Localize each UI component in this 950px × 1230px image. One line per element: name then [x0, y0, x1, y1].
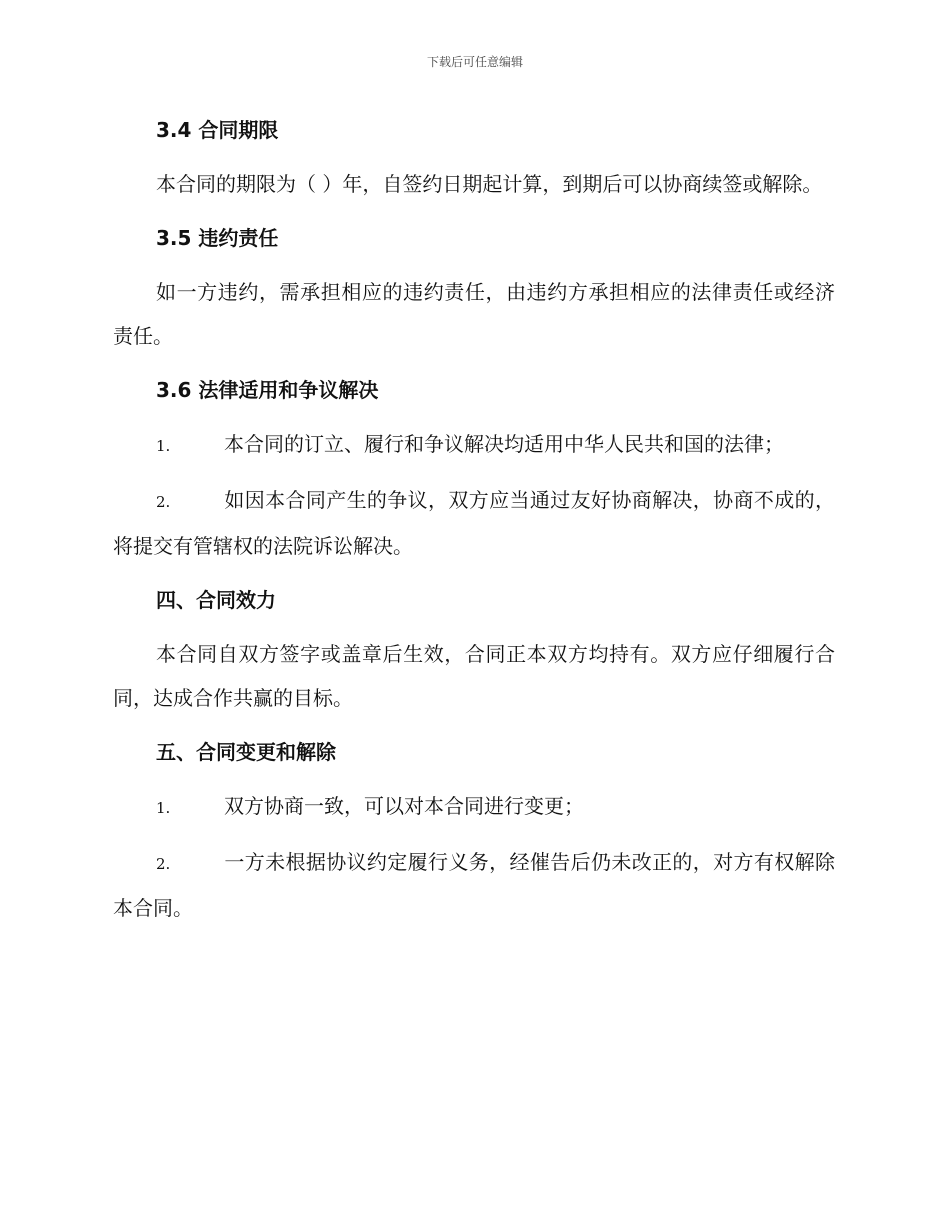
list-item-text: 本合同的订立、履行和争议解决均适用中华人民共和国的法律； — [224, 432, 784, 456]
list-item — [113, 784, 835, 830]
list-item — [113, 422, 835, 468]
list-item — [113, 840, 835, 930]
section-4-paragraph: 本合同自双方签字或盖章后生效，合同正本双方均持有。双方应仔细履行合同，达成合作共赢的目标。 — [113, 642, 835, 710]
page-header: 下载后可任意编辑 — [426, 55, 523, 69]
list-item-number: 2. — [156, 493, 171, 511]
section-3-5-paragraph: 如一方违约，需承担相应的违约责任，由违约方承担相应的法律责任或经济责任。 — [113, 280, 835, 348]
list-item-text: 一方未根据协议约定履行义务，经催告后仍未改正的，对方有权解除本合同。 — [113, 850, 835, 920]
list-item — [113, 478, 835, 568]
list-item-number: 2. — [156, 855, 171, 873]
document-body — [113, 108, 835, 940]
section-5-heading: 五、合同变更和解除 — [156, 740, 336, 764]
list-item-number: 1. — [156, 799, 171, 817]
list-item-text: 双方协商一致，可以对本合同进行变更； — [224, 794, 584, 818]
section-3-4-paragraph: 本合同的期限为（ ）年，自签约日期起计算，到期后可以协商续签或解除。 — [156, 172, 823, 196]
list-item-text: 如因本合同产生的争议，双方应当通过友好协商解决，协商不成的，将提交有管辖权的法院诉讼解决。 — [113, 488, 835, 558]
section-4-heading: 四、合同效力 — [156, 588, 276, 612]
section-3-4-heading: 3.4 合同期限 — [156, 118, 279, 142]
section-3-5-heading: 3.5 违约责任 — [156, 226, 279, 250]
list-item-number: 1. — [156, 437, 171, 455]
section-3-6-heading: 3.6 法律适用和争议解决 — [156, 378, 379, 402]
